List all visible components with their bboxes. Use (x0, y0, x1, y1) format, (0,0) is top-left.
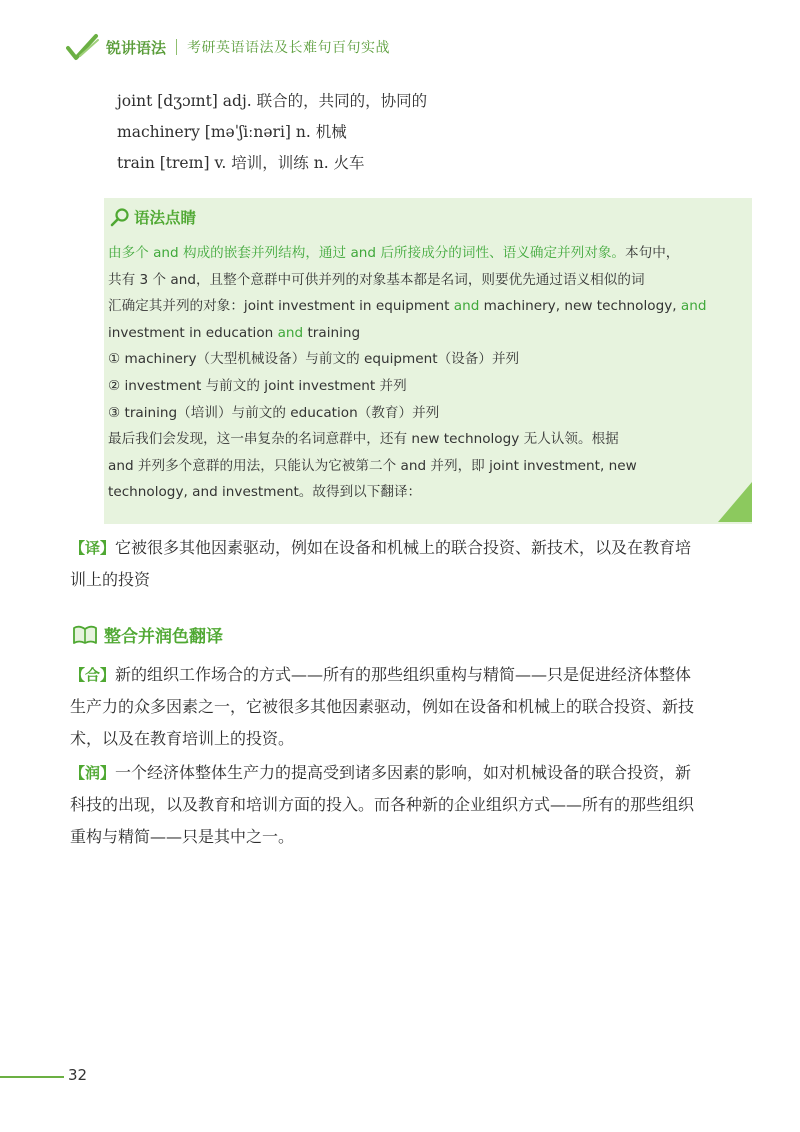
polished-text: 一个经济体整体生产力的提高受到诸多因素的影响，如对机械设备的联合投资，新 (115, 763, 692, 782)
combined-text: 新的组织工作场合的方式——所有的那些组织重构与精简——只是促进经济体整体 (115, 665, 692, 684)
section-title-text: 整合并润色翻译 (104, 627, 223, 647)
grammar-title-text: 语法点睛 (134, 209, 197, 227)
combined-text: 生产力的众多因素之一，它被很多其他因素驱动，例如在设备和机械上的联合投资、新技 (70, 697, 695, 716)
combined-text: 术，以及在教育培训上的投资。 (70, 729, 295, 748)
grammar-line: ③ training（培训）与前文的 education（教育）并列 (108, 404, 440, 421)
polished-text: 重构与精简——只是其中之一。 (70, 827, 295, 846)
grammar-line: technology, and investment。故得到以下翻译： (108, 484, 422, 501)
open-book-icon (72, 624, 98, 646)
header-divider (176, 39, 177, 55)
grammar-line: 汇确定其并列的对象：joint investment in equipment and machinery, new technology, and (108, 298, 707, 315)
footer-rule (0, 1076, 64, 1078)
vocab-item: train [treɪn] v. 培训，训练 n. 火车 (117, 154, 365, 172)
grammar-line: 由多个 and 构成的嵌套并列结构，通过 and 后所接成分的词性、语义确定并列对象。本句中， (108, 245, 680, 261)
translation-paragraph (70, 532, 760, 596)
translation-text: 训上的投资 (70, 570, 151, 589)
translation-label: 【译】 (70, 539, 116, 557)
grammar-line: ① machinery（大型机械设备）与前文的 equipment（设备）并列 (108, 351, 520, 368)
running-header (66, 30, 390, 64)
grammar-body (108, 240, 720, 506)
vocab-item: joint [dʒɔɪnt] adj. 联合的，共同的，协同的 (117, 92, 428, 110)
book-subtitle: 考研英语语法及长难句百句实战 (187, 40, 391, 56)
polished-text: 科技的出现，以及教育和培训方面的投入。而各种新的企业组织方式——所有的那些组织 (70, 795, 695, 814)
grammar-line: and 并列多个意群的用法，只能认为它被第二个 and 并列，即 joint investment, new (108, 457, 637, 474)
grammar-line: 共有 3 个 and，且整个意群中可供并列的对象基本都是名词，则要优先通过语义相似的词 (108, 271, 645, 288)
grammar-line: ② investment 与前文的 joint investment 并列 (108, 377, 407, 394)
vocab-item: machinery [məˈʃiːnəri] n. 机械 (117, 123, 347, 141)
corner-tab (718, 482, 752, 522)
brand-title: 锐讲语法 (106, 38, 167, 57)
pen-check-icon (66, 32, 100, 62)
vocabulary-list (117, 86, 427, 179)
grammar-title (110, 206, 196, 228)
page-number: 32 (68, 1066, 88, 1084)
section-title (72, 622, 223, 647)
grammar-line: investment in education and training (108, 324, 361, 341)
magnifier-icon (110, 207, 130, 227)
combined-label: 【合】 (70, 666, 116, 684)
polished-paragraph (70, 757, 760, 853)
combined-paragraph (70, 659, 760, 755)
translation-text: 它被很多其他因素驱动，例如在设备和机械上的联合投资、新技术，以及在教育培 (115, 538, 692, 557)
grammar-line: 最后我们会发现，这一串复杂的名词意群中，还有 new technology 无人认领。根据 (108, 431, 619, 448)
polished-label: 【润】 (70, 764, 116, 782)
